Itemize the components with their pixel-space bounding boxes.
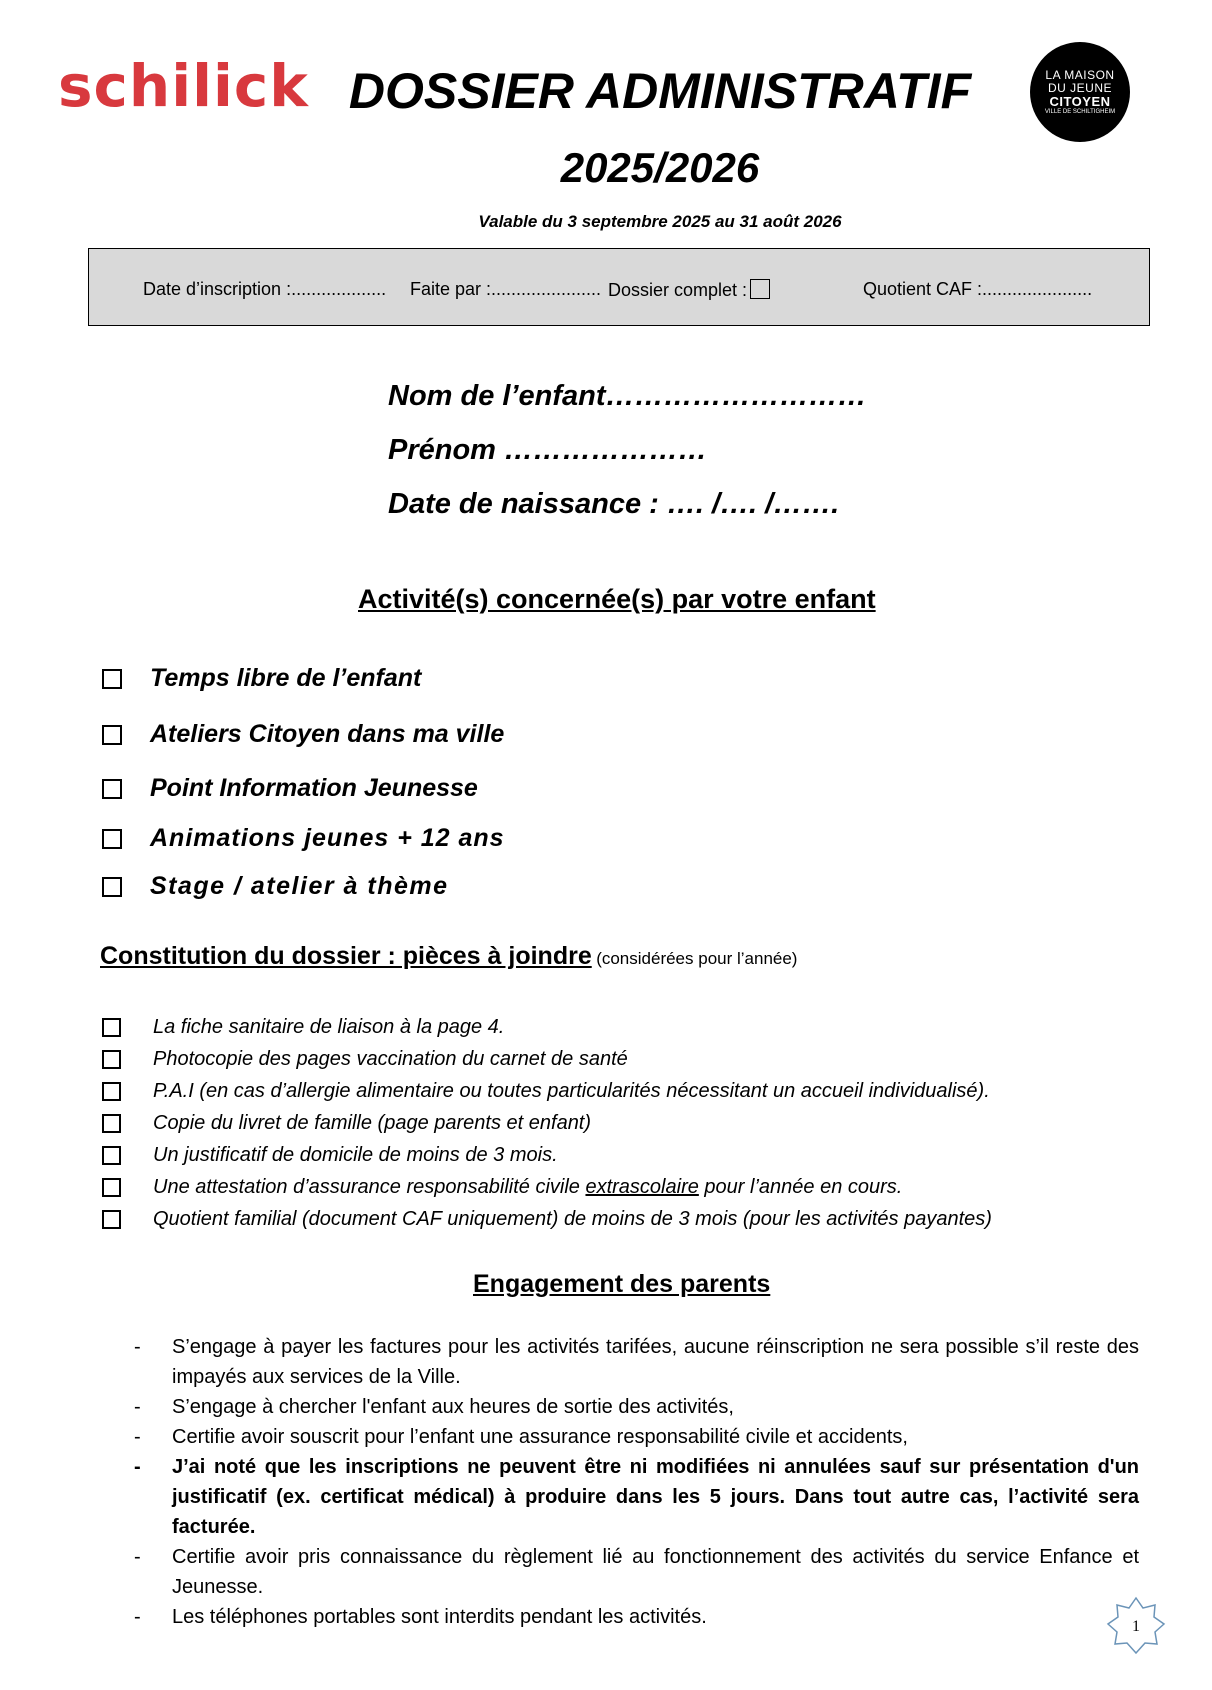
engagement-text: S’engage à chercher l'enfant aux heures de sortie des activités, — [172, 1396, 734, 1418]
list-dash: - — [134, 1336, 141, 1358]
list-dash: - — [134, 1546, 141, 1568]
dossier-complet-text: Dossier complet : — [608, 280, 748, 300]
page-number-badge — [1106, 1596, 1166, 1656]
logo-line-4: VILLE DE SCHILTIGHEIM — [1044, 108, 1116, 115]
dossier-complet-checkbox[interactable] — [750, 279, 770, 299]
document-checkbox[interactable] — [102, 1210, 121, 1229]
activity-label: Temps libre de l’enfant — [150, 664, 422, 692]
school-year: 2025/2026 — [560, 144, 760, 191]
list-dash: - — [134, 1396, 141, 1418]
document-label: Un justificatif de domicile de moins de 3 mois. — [153, 1144, 558, 1166]
validity-period: Valable du 3 septembre 2025 au 31 août 2026 — [478, 212, 842, 231]
document-label-end: pour l’année en cours. — [704, 1176, 903, 1198]
star-badge-icon — [1106, 1596, 1166, 1656]
engagement-text: Certifie avoir pris connaissance du règlement lié au fonctionnement des activités du service Enfance et Jeunesse. — [172, 1546, 1139, 1598]
activities-heading: Activité(s) concernée(s) par votre enfant — [358, 584, 876, 614]
engagement-text: S’engage à payer les factures pour les activités tarifées, aucune réinscription ne sera possible s’il reste des impayés aux services de la Ville. — [172, 1336, 1139, 1388]
document-label: P.A.I (en cas d’allergie alimentaire ou toutes particularités nécessitant un accueil individualisé). — [153, 1080, 990, 1102]
activity-item — [102, 720, 504, 749]
documents-note: (considérées pour l’année) — [596, 949, 798, 968]
quotient-caf-field[interactable]: Quotient CAF :...................... — [863, 279, 1093, 299]
engagement-text: Les téléphones portables sont interdits pendant les activités. — [172, 1606, 707, 1628]
document-label — [153, 1176, 902, 1199]
document-label: Quotient familial (document CAF uniquement) de moins de 3 mois (pour les activités payantes) — [153, 1208, 992, 1230]
activity-label: Stage / atelier à thème — [150, 872, 449, 900]
activity-checkbox[interactable] — [102, 669, 122, 689]
engagement-item — [134, 1542, 1139, 1602]
engagement-heading: Engagement des parents — [473, 1270, 771, 1298]
list-dash: - — [134, 1606, 141, 1628]
child-last-name-field[interactable]: Nom de l’enfant……………………… — [388, 380, 867, 412]
child-first-name-field[interactable]: Prénom ………………… — [388, 434, 708, 466]
activity-label: Ateliers Citoyen dans ma ville — [150, 720, 505, 748]
document-item — [102, 1080, 990, 1103]
document-item — [102, 1112, 591, 1135]
document-item — [102, 1144, 558, 1167]
activity-label: Point Information Jeunesse — [150, 774, 478, 802]
document-label-start: Une attestation d’assurance responsabilité civile — [153, 1176, 580, 1198]
document-label: La fiche sanitaire de liaison à la page 4. — [153, 1016, 505, 1038]
activity-label: Animations jeunes + 12 ans — [150, 824, 505, 852]
documents-heading: Constitution du dossier : pièces à joindre — [100, 942, 592, 970]
activity-item — [102, 664, 421, 693]
document-checkbox[interactable] — [102, 1050, 121, 1069]
page-number: 1 — [1132, 1618, 1140, 1635]
engagement-text-bold: J’ai noté que les inscriptions ne peuvent être ni modifiées ni annulées sauf sur présentation d'un justificatif (ex. certificat médical) à produire dans les 5 jours. Dans tout autre cas, l’activité sera facturée. — [172, 1456, 1139, 1538]
logo-line-1: LA MAISON — [1045, 67, 1115, 82]
engagement-text: Certifie avoir souscrit pour l’enfant une assurance responsabilité civile et accidents, — [172, 1426, 908, 1448]
document-checkbox[interactable] — [102, 1146, 121, 1165]
document-label: Copie du livret de famille (page parents et enfant) — [153, 1112, 592, 1134]
activity-item — [102, 872, 449, 901]
activity-checkbox[interactable] — [102, 829, 122, 849]
activity-item — [102, 824, 505, 853]
dossier-complet-label — [608, 279, 770, 301]
document-checkbox[interactable] — [102, 1018, 121, 1037]
document-item — [102, 1016, 504, 1039]
child-birthdate-field[interactable]: Date de naissance : …. /…. /……. — [388, 488, 840, 520]
engagement-item — [134, 1602, 1139, 1632]
engagement-item — [134, 1422, 1139, 1452]
date-inscription-field[interactable]: Date d’inscription :................... — [143, 279, 387, 299]
activity-checkbox[interactable] — [102, 725, 122, 745]
activity-checkbox[interactable] — [102, 779, 122, 799]
document-item — [102, 1176, 902, 1199]
document-label: Photocopie des pages vaccination du carnet de santé — [153, 1048, 628, 1070]
logo-line-2: DU JEUNE — [1047, 80, 1112, 95]
document-item — [102, 1208, 992, 1231]
document-item — [102, 1048, 628, 1071]
document-checkbox[interactable] — [102, 1178, 121, 1197]
activity-item — [102, 774, 478, 803]
document-checkbox[interactable] — [102, 1114, 121, 1133]
document-checkbox[interactable] — [102, 1082, 121, 1101]
documents-heading-row — [100, 942, 797, 971]
engagement-item — [134, 1452, 1139, 1542]
activity-checkbox[interactable] — [102, 877, 122, 897]
engagement-item — [134, 1392, 1139, 1422]
schilick-logo: schilick — [58, 52, 309, 120]
maison-jeune-citoyen-logo — [1030, 42, 1130, 142]
document-label-underlined: extrascolaire — [585, 1176, 699, 1198]
logo-line-3: CITOYEN — [1049, 93, 1111, 109]
admin-info-box — [88, 248, 1150, 326]
list-dash: - — [134, 1426, 141, 1448]
page-title: DOSSIER ADMINISTRATIF — [348, 63, 972, 119]
list-dash: - — [134, 1456, 141, 1478]
faite-par-field[interactable]: Faite par :...................... — [410, 279, 602, 299]
engagement-item — [134, 1332, 1139, 1392]
